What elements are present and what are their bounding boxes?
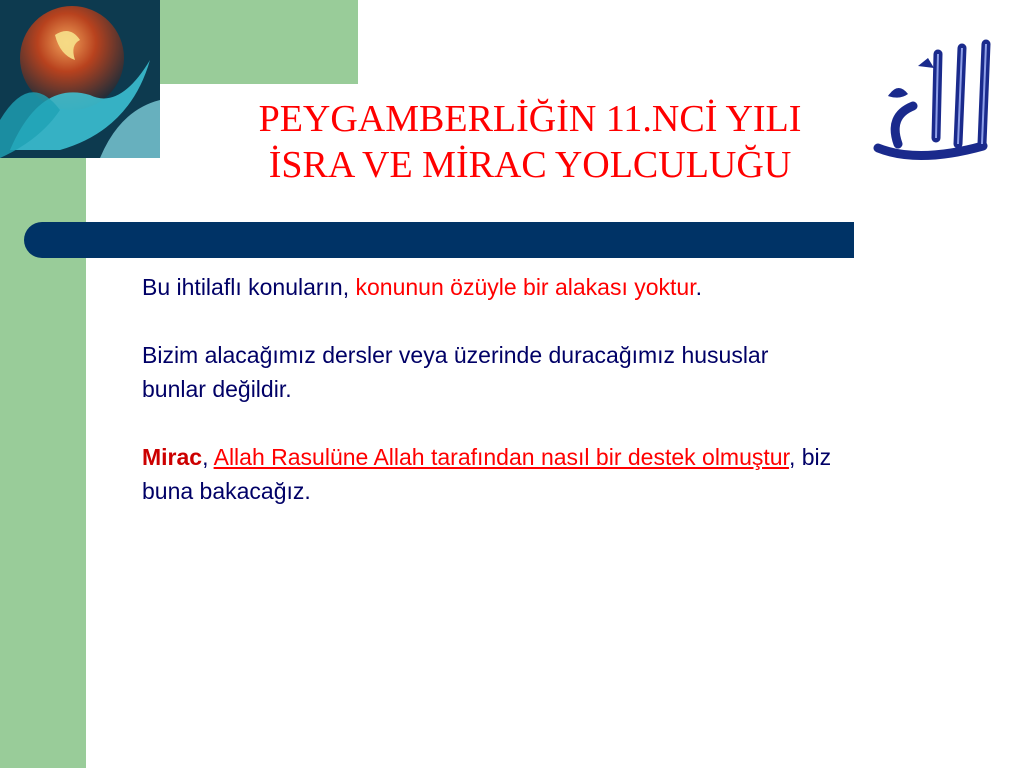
slide-title xyxy=(150,96,910,188)
allah-calligraphy-image xyxy=(858,26,1008,166)
paragraph-1-highlight: konunun özüyle bir alakası yoktur xyxy=(355,274,696,300)
slide-body xyxy=(142,270,832,542)
paragraph-3 xyxy=(142,440,832,508)
paragraph-3-separator: , xyxy=(202,444,214,470)
paragraph-2: Bizim alacağımız dersler veya üzerinde duracağımız hususlar bunlar değildir. xyxy=(142,342,769,402)
paragraph-1-text: Bu ihtilaflı konuların, xyxy=(142,274,356,300)
muhammad-calligraphy-image xyxy=(0,0,160,158)
paragraph-3-end: , biz buna bakacağız. xyxy=(142,444,832,504)
paragraph-1-end: . xyxy=(695,274,702,300)
title-underline-bar xyxy=(24,222,854,258)
title-line-2: İSRA VE MİRAC YOLCULUĞU xyxy=(268,144,792,186)
title-line-1: PEYGAMBERLİĞİN 11.NCİ YILI xyxy=(258,98,802,140)
paragraph-3-link[interactable]: Allah Rasulüne Allah tarafından nasıl bir destek olmuştur xyxy=(213,444,789,470)
paragraph-1 xyxy=(142,270,832,304)
paragraph-3-keyword: Mirac xyxy=(142,444,203,470)
